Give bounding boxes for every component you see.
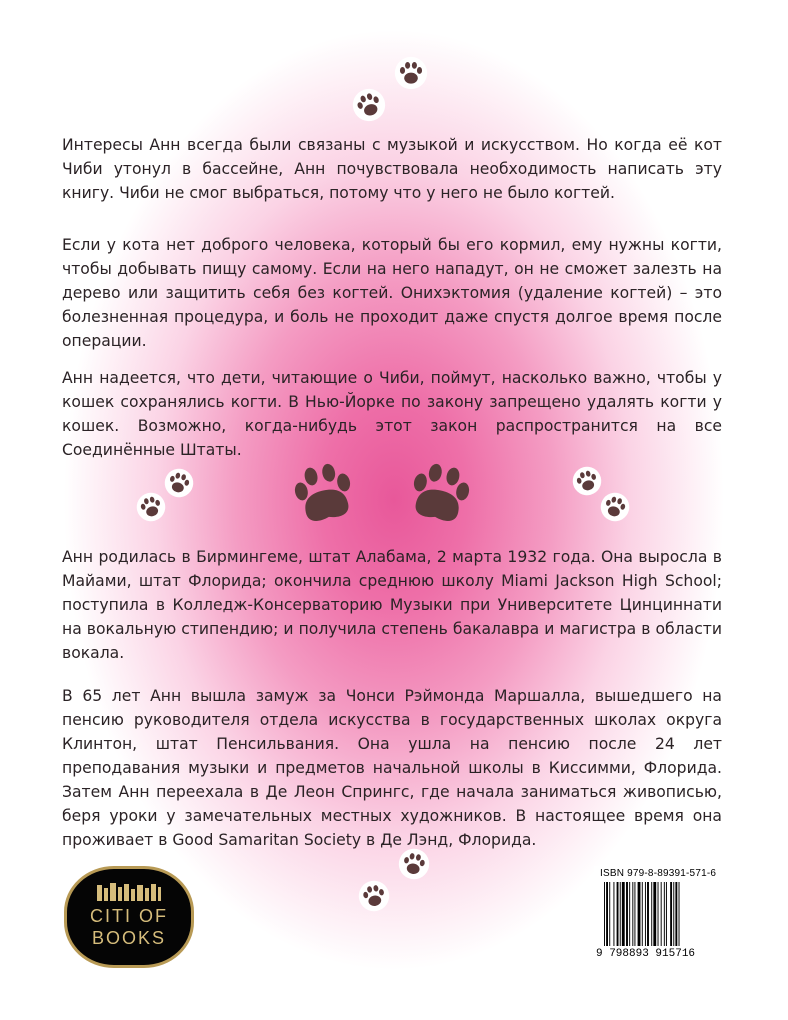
barcode-bar — [661, 882, 662, 946]
paw-print-icon — [395, 845, 432, 882]
barcode-bar — [606, 882, 608, 946]
barcode-bar — [622, 882, 625, 946]
paragraph: В 65 лет Анн вышла замуж за Чонси Рэймонда Маршалла, вышедшего на пенсию руководителя отдела искусства в государственных школах округа Клинтон, штат Пенсильвания. Она ушла на пенсию после 24 лет преподавания музыки и предметов начальной школы в Киссимми, Флорида. Затем Анн переехала в Де Леон Спрингс, где начала заниматься живописью, беря уроки у замечательных местных художников. В настоящее время она проживает в Good Samaritan Society в Де Лэнд, Флорида. — [62, 687, 722, 849]
barcode-bar — [642, 882, 643, 946]
publisher-logo — [64, 866, 194, 968]
barcode-bar — [679, 882, 680, 946]
barcode-digits: 9 798893 915716 — [596, 948, 696, 960]
barcode-bar — [620, 882, 621, 946]
barcode-bar — [666, 882, 667, 946]
barcode-bars — [604, 882, 722, 946]
barcode-bar — [675, 882, 677, 946]
barcode-bar — [634, 882, 635, 946]
barcode-bar — [629, 882, 630, 946]
logo-text-line1: CITI OF — [90, 906, 168, 926]
barcode-bar — [673, 882, 674, 946]
barcode-bar — [647, 882, 649, 946]
barcode-bar — [613, 882, 614, 946]
barcode-bar — [617, 882, 619, 946]
paw-print-icon — [397, 451, 482, 536]
barcode-bar — [626, 882, 628, 946]
barcode-bar — [645, 882, 646, 946]
barcode-bar — [658, 882, 659, 946]
paragraph: Интересы Анн всегда были связаны с музыкой и искусством. Но когда её кот Чиби утонул в бассейне, Анн почувствовала необходимость написать эту книгу. Чиби не смог выбраться, потому что у него не было когтей. — [62, 136, 722, 202]
paw-print-icon — [394, 56, 428, 90]
barcode-bar — [653, 882, 656, 946]
barcode-bar — [638, 882, 641, 946]
paw-print-icon — [355, 877, 392, 914]
logo-text-line2: BOOKS — [91, 928, 167, 948]
barcode-bar — [664, 882, 665, 946]
barcode-bar — [651, 882, 652, 946]
barcode-bar — [609, 882, 610, 946]
isbn-label: ISBN 979-8-89391-571-6 — [600, 868, 717, 879]
isbn-barcode — [594, 866, 730, 966]
barcode-bar — [604, 882, 605, 946]
paragraph: Если у кота нет доброго человека, который бы его кормил, ему нужны когти, чтобы добывать пищу самому. Если на него нападут, он не сможет залезть на дерево или защитить себя без когтей. Онихэктомия (удаление когтей) – это болезненная процедура, и боль не проходит даже спустя долгое время после операции. — [62, 236, 722, 350]
barcode-bar — [670, 882, 672, 946]
paragraph: Анн родилась в Бирмингеме, штат Алабама, 2 марта 1932 года. Она выросла в Майами, штат Флорида; окончила среднюю школу Miami Jackson High School; поступила в Колледж-Консерваторию Музыки при Университете Цинциннати на вокальную стипендию; и получила степень бакалавра и магистра в области вокала. — [62, 548, 722, 662]
paragraph: Анн надеется, что дети, читающие о Чиби, поймут, насколько важно, чтобы у кошек сохранялись когти. В Нью-Йорке по закону запрещено удалять когти у кошек. Возможно, когда-нибудь этот закон распространится на все Соединённые Штаты. — [62, 369, 722, 459]
barcode-bar — [632, 882, 633, 946]
paw-print-icon — [281, 451, 366, 536]
bookshelf-icon — [97, 883, 161, 901]
